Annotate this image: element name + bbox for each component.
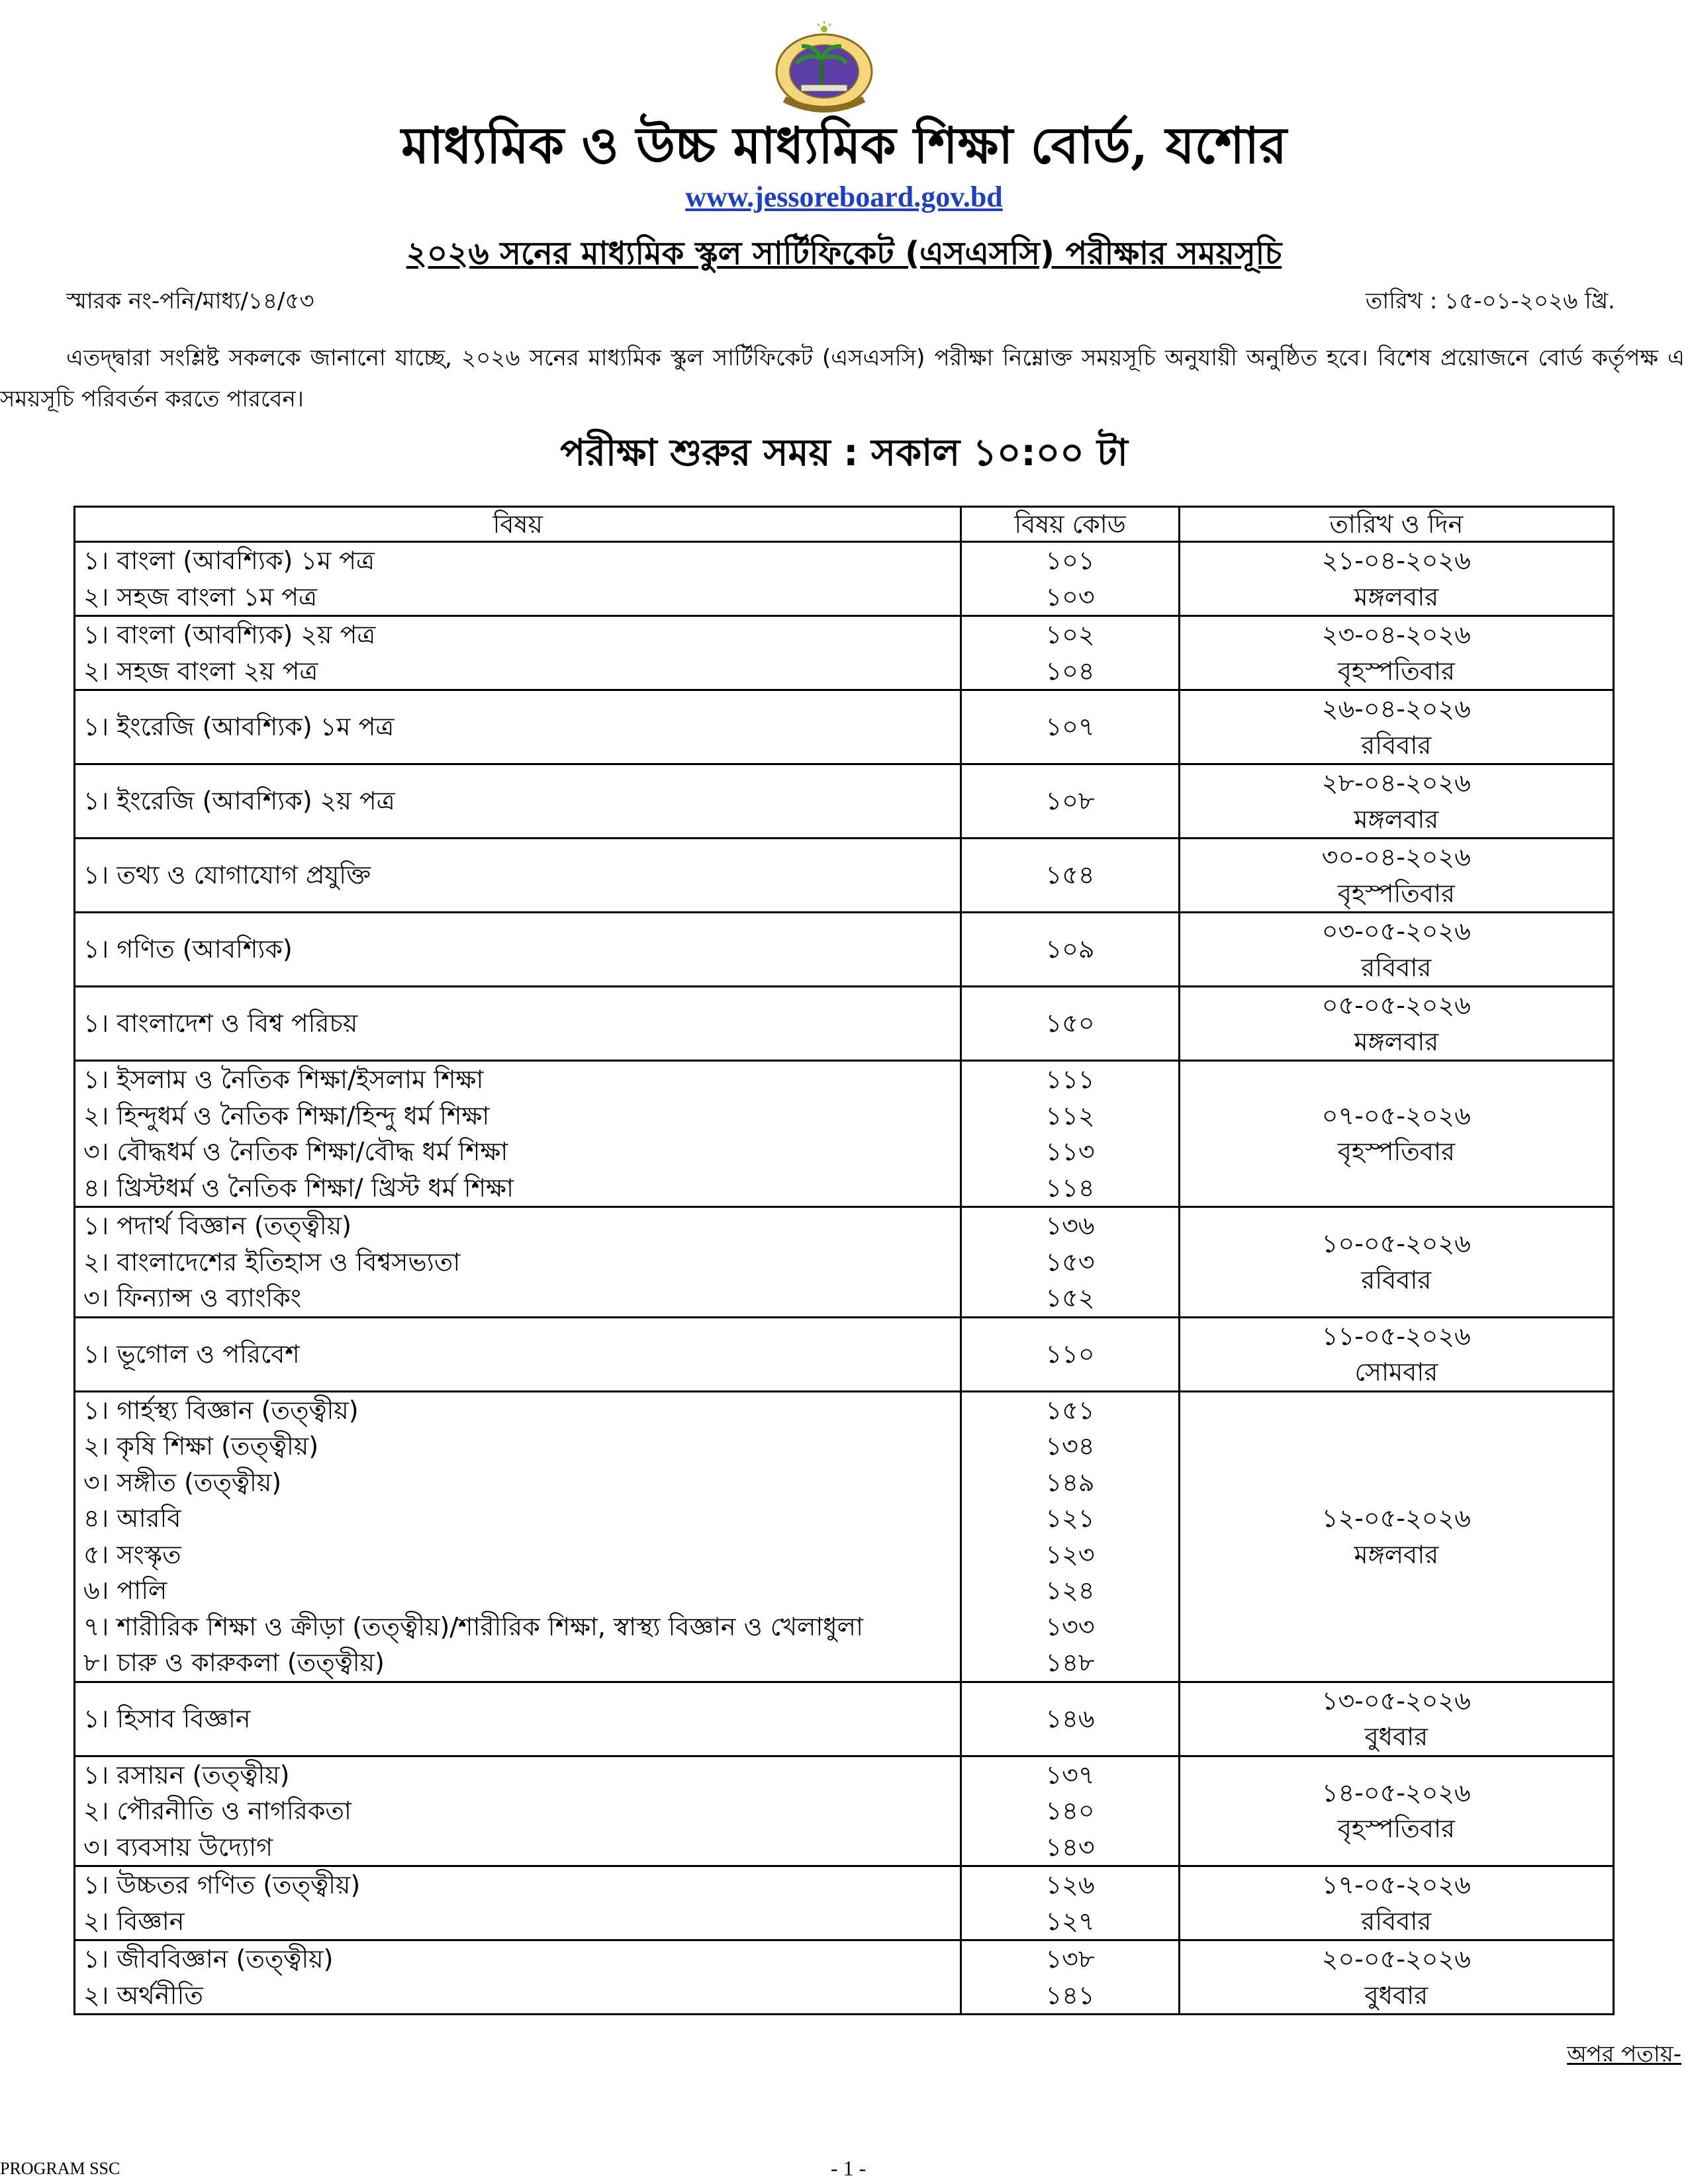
exam-date: ২৩-০৪-২০২৬: [1321, 620, 1471, 649]
subject-name: ৩। বৌদ্ধধর্ম ও নৈতিক শিক্ষা/বৌদ্ধ ধর্ম শিক্ষা: [83, 1137, 508, 1166]
exam-date: ৩০-০৪-২০২৬: [1321, 842, 1471, 872]
subject-name: ৩। ব্যবসায় উদ্যোগ: [83, 1832, 273, 1862]
code-cell: [961, 1061, 1179, 1207]
exam-day: বুধবার: [1364, 1722, 1429, 1751]
table-row: [75, 1391, 1614, 1682]
exam-day: বৃহস্পতিবার: [1337, 878, 1455, 908]
subject-code: ১০৪: [1045, 656, 1095, 686]
subject-cell: [75, 1317, 961, 1391]
subject-name: ২। অর্থনীতি: [83, 1980, 203, 2010]
subject-name: ২। বাংলাদেশের ইতিহাস ও বিশ্বসভ্যতা: [83, 1247, 461, 1277]
exam-start-time: পরীক্ষা শুরুর সময় : সকাল ১০:০০ টা: [560, 432, 1128, 475]
table-row: [75, 1061, 1614, 1207]
table-row: [75, 542, 1614, 616]
subject-code: ১১৪: [1045, 1173, 1095, 1203]
subject-code: ১২৭: [1045, 1906, 1095, 1936]
exam-date: ১৪-০৫-২০২৬: [1321, 1778, 1471, 1807]
code-cell: [961, 542, 1179, 616]
exam-day: রবিবার: [1361, 1906, 1432, 1936]
exam-date: ০৫-০৫-২০২৬: [1321, 991, 1471, 1020]
subject-name: ২। বিজ্ঞান: [83, 1906, 185, 1936]
subject-name: ১। গার্হস্থ্য বিজ্ঞান (তত্ত্বীয়): [83, 1395, 359, 1425]
subject-code: ১৪১: [1045, 1980, 1095, 2010]
subject-name: ২। সহজ বাংলা ১ম পত্র: [83, 582, 318, 612]
code-cell: [961, 764, 1179, 839]
code-cell: [961, 1317, 1179, 1391]
subject-code: ১২৪: [1045, 1576, 1095, 1605]
table-row: [75, 1866, 1614, 1940]
subject-code: ১০১: [1045, 546, 1095, 575]
exam-date: ১৭-০৫-২০২৬: [1321, 1870, 1471, 1899]
subject-cell: [75, 1061, 961, 1207]
date-cell: [1179, 987, 1613, 1061]
code-cell: [961, 913, 1179, 987]
website-link[interactable]: www.jessoreboard.gov.bd: [685, 181, 1003, 213]
date-cell: [1179, 1391, 1613, 1682]
header-code: বিষয় কোড: [961, 507, 1179, 542]
date-cell: [1179, 1207, 1613, 1318]
subject-code: ১৫১: [1045, 1395, 1095, 1425]
table-header-row: [75, 507, 1614, 542]
table-row: [75, 913, 1614, 987]
subject-name: ৭। শারীরিক শিক্ষা ও ক্রীড়া (তত্ত্বীয়)/শারীরিক শিক্ষা, স্বাস্থ্য বিজ্ঞান ও খেলাধুলা: [83, 1612, 864, 1641]
subject-name: ১। জীববিজ্ঞান (তত্ত্বীয়): [83, 1944, 334, 1974]
subject-cell: [75, 1940, 961, 2015]
date-cell: [1179, 1940, 1613, 2015]
exam-day: বৃহস্পতিবার: [1337, 656, 1455, 686]
exam-date: ১০-০৫-২০২৬: [1321, 1229, 1471, 1259]
subject-name: ১। ভূগোল ও পরিবেশ: [83, 1339, 300, 1369]
table-row: [75, 839, 1614, 913]
table-body: [75, 542, 1614, 2015]
subject-code: ১৩৬: [1045, 1211, 1095, 1240]
exam-date: ১৩-০৫-২০২৬: [1321, 1686, 1471, 1715]
date-cell: [1179, 1866, 1613, 1940]
exam-day: মঙ্গলবার: [1354, 804, 1439, 834]
exam-date: ০৭-০৫-২০২৬: [1321, 1101, 1471, 1130]
subject-cell: [75, 1391, 961, 1682]
exam-date: ১২-০৫-২০২৬: [1321, 1504, 1471, 1533]
code-cell: [961, 690, 1179, 764]
subject-name: ১। ইসলাম ও নৈতিক শিক্ষা/ইসলাম শিক্ষা: [83, 1065, 484, 1094]
subject-code: ১১৩: [1045, 1137, 1095, 1166]
exam-date: ২৮-০৪-২০২৬: [1321, 768, 1471, 797]
date-cell: [1179, 1682, 1613, 1756]
subject-code: ১১০: [1045, 1339, 1095, 1369]
exam-day: বৃহস্পতিবার: [1337, 1137, 1455, 1166]
subject-name: ১। বাংলা (আবশ্যিক) ২য় পত্র: [83, 620, 376, 649]
code-cell: [961, 1866, 1179, 1940]
exam-day: রবিবার: [1361, 730, 1432, 760]
subject-name: ৪। আরবি: [83, 1504, 181, 1533]
subject-cell: [75, 1682, 961, 1756]
routine-title: ২০২৬ সনের মাধ্যমিক স্কুল সার্টিফিকেট (এসএসসি) পরীক্ষার সময়সূচি: [406, 235, 1282, 272]
subject-name: ১। ইংরেজি (আবশ্যিক) ২য় পত্র: [83, 786, 395, 816]
code-cell: [961, 1682, 1179, 1756]
date-cell: [1179, 616, 1613, 690]
code-cell: [961, 839, 1179, 913]
subject-code: ১০৮: [1045, 786, 1095, 816]
subject-code: ১৩৩: [1045, 1612, 1095, 1641]
date-cell: [1179, 542, 1613, 616]
subject-cell: [75, 1207, 961, 1318]
subject-name: ২। সহজ বাংলা ২য় পত্র: [83, 656, 318, 686]
subject-name: ১। রসায়ন (তত্ত্বীয়): [83, 1760, 290, 1790]
table-row: [75, 1207, 1614, 1318]
subject-name: ১। বাংলা (আবশ্যিক) ১ম পত্র: [83, 546, 375, 575]
exam-day: রবিবার: [1361, 952, 1432, 982]
date-cell: [1179, 690, 1613, 764]
table-row: [75, 1317, 1614, 1391]
subject-code: ১৩৪: [1045, 1432, 1095, 1461]
subject-name: ১। বাংলাদেশ ও বিশ্ব পরিচয়: [83, 1009, 358, 1038]
date-cell: [1179, 764, 1613, 839]
table-row: [75, 690, 1614, 764]
subject-code: ১২৩: [1045, 1539, 1095, 1569]
board-title: মাধ্যমিক ও উচ্চ মাধ্যমিক শিক্ষা বোর্ড, যশোর: [401, 116, 1287, 175]
subject-name: ১। উচ্চতর গণিত (তত্ত্বীয়): [83, 1870, 361, 1899]
notice-paragraph: এতদ্দ্বারা সংশ্লিষ্ট সকলকে জানানো যাচ্ছে, ২০২৬ সনের মাধ্যমিক স্কুল সার্টিফিকেট (এসএসসি) পরীক্ষা নিম্নোক্ত সময়সূচি অনুযায়ী অনুষ্ঠিত হবে। বিশেষ প্রয়োজনে বোর্ড কর্তৃপক্ষ এ সময়সূচি পরিবর্তন করতে পারবেন।: [0, 345, 1685, 412]
date-cell: [1179, 1756, 1613, 1866]
date-cell: [1179, 839, 1613, 913]
exam-day: মঙ্গলবার: [1354, 1026, 1439, 1056]
date-cell: [1179, 1317, 1613, 1391]
code-cell: [961, 987, 1179, 1061]
header-subject: বিষয়: [75, 507, 961, 542]
subject-name: ৪। খ্রিস্টধর্ম ও নৈতিক শিক্ষা/ খ্রিস্ট ধর্ম শিক্ষা: [83, 1173, 514, 1203]
subject-cell: [75, 542, 961, 616]
subject-name: ৩। ফিন্যান্স ও ব্যাংকিং: [83, 1283, 302, 1312]
subject-code: ১১১: [1045, 1065, 1095, 1094]
table-row: [75, 1756, 1614, 1866]
exam-schedule-table: [73, 506, 1615, 2015]
subject-code: ১৪৮: [1045, 1648, 1095, 1677]
subject-name: ৫। সংস্কৃত: [83, 1539, 181, 1569]
exam-date: ২৬-০৪-২০২৬: [1321, 694, 1471, 723]
subject-cell: [75, 690, 961, 764]
subject-code: ১৪৩: [1045, 1832, 1095, 1862]
subject-code: ১৫৪: [1045, 860, 1095, 890]
footer-label: PROGRAM SSC: [0, 2159, 120, 2178]
subject-name: ৬। পালি: [83, 1576, 167, 1605]
subject-name: ২। হিন্দুধর্ম ও নৈতিক শিক্ষা/হিন্দু ধর্ম শিক্ষা: [83, 1101, 490, 1130]
subject-code: ১১২: [1045, 1101, 1095, 1130]
exam-day: মঙ্গলবার: [1354, 1539, 1439, 1569]
exam-date: ১১-০৫-২০২৬: [1321, 1321, 1471, 1351]
subject-cell: [75, 1866, 961, 1940]
subject-code: ১৩৭: [1045, 1760, 1095, 1790]
header-date: তারিখ ও দিন: [1179, 507, 1613, 542]
subject-code: ১৫৩: [1045, 1247, 1095, 1277]
subject-name: ২। কৃষি শিক্ষা (তত্ত্বীয়): [83, 1432, 319, 1461]
subject-name: ১। ইংরেজি (আবশ্যিক) ১ম পত্র: [83, 712, 395, 742]
subject-code: ১৫০: [1045, 1009, 1095, 1038]
subject-cell: [75, 839, 961, 913]
date-cell: [1179, 913, 1613, 987]
issue-date: তারিখ : ১৫-০১-২০২৬ খ্রি.: [1365, 288, 1615, 314]
table-row: [75, 616, 1614, 690]
board-logo: [761, 20, 887, 113]
code-cell: [961, 616, 1179, 690]
subject-code: ১২১: [1045, 1504, 1095, 1533]
subject-cell: [75, 764, 961, 839]
subject-name: ১। তথ্য ও যোগাযোগ প্রযুক্তি: [83, 860, 371, 890]
exam-day: বুধবার: [1364, 1980, 1429, 2010]
subject-code: ১২৬: [1045, 1870, 1095, 1899]
date-cell: [1179, 1061, 1613, 1207]
subject-name: ৮। চারু ও কারুকলা (তত্ত্বীয়): [83, 1648, 385, 1677]
code-cell: [961, 1207, 1179, 1318]
subject-code: ১৫২: [1045, 1283, 1095, 1312]
exam-day: রবিবার: [1361, 1265, 1432, 1295]
exam-date: ০৩-০৫-২০২৬: [1321, 917, 1471, 946]
subject-name: ১। গণিত (আবশ্যিক): [83, 934, 293, 964]
exam-day: বৃহস্পতিবার: [1337, 1814, 1455, 1844]
subject-cell: [75, 913, 961, 987]
subject-code: ১৩৮: [1045, 1944, 1095, 1974]
exam-date: ২০-০৫-২০২৬: [1321, 1944, 1471, 1974]
table-row: [75, 987, 1614, 1061]
memo-number: স্মারক নং-পনি/মাধ্য/১৪/৫৩: [66, 288, 314, 314]
subject-code: ১০৩: [1045, 582, 1095, 612]
subject-code: ১০২: [1045, 620, 1095, 649]
table-row: [75, 1940, 1614, 2015]
subject-code: ১৪৯: [1045, 1467, 1095, 1497]
subject-name: ১। হিসাব বিজ্ঞান: [83, 1704, 251, 1733]
continued-note: অপর পতায়-: [1567, 2041, 1681, 2068]
subject-name: ২। পৌরনীতি ও নাগরিকতা: [83, 1796, 352, 1825]
subject-cell: [75, 616, 961, 690]
subject-code: ১০৭: [1045, 712, 1095, 742]
table-row: [75, 1682, 1614, 1756]
exam-date: ২১-০৪-২০২৬: [1321, 546, 1471, 575]
subject-code: ১৪০: [1045, 1796, 1095, 1825]
exam-day: সোমবার: [1354, 1357, 1438, 1387]
subject-cell: [75, 987, 961, 1061]
page-number: - 1 -: [831, 2156, 867, 2180]
code-cell: [961, 1391, 1179, 1682]
exam-day: মঙ্গলবার: [1354, 582, 1439, 612]
code-cell: [961, 1940, 1179, 2015]
table-row: [75, 764, 1614, 839]
subject-code: ১৪৬: [1045, 1704, 1095, 1733]
subject-cell: [75, 1756, 961, 1866]
subject-name: ১। পদার্থ বিজ্ঞান (তত্ত্বীয়): [83, 1211, 352, 1240]
subject-code: ১০৯: [1045, 934, 1095, 964]
subject-name: ৩। সঙ্গীত (তত্ত্বীয়): [83, 1467, 282, 1497]
code-cell: [961, 1756, 1179, 1866]
